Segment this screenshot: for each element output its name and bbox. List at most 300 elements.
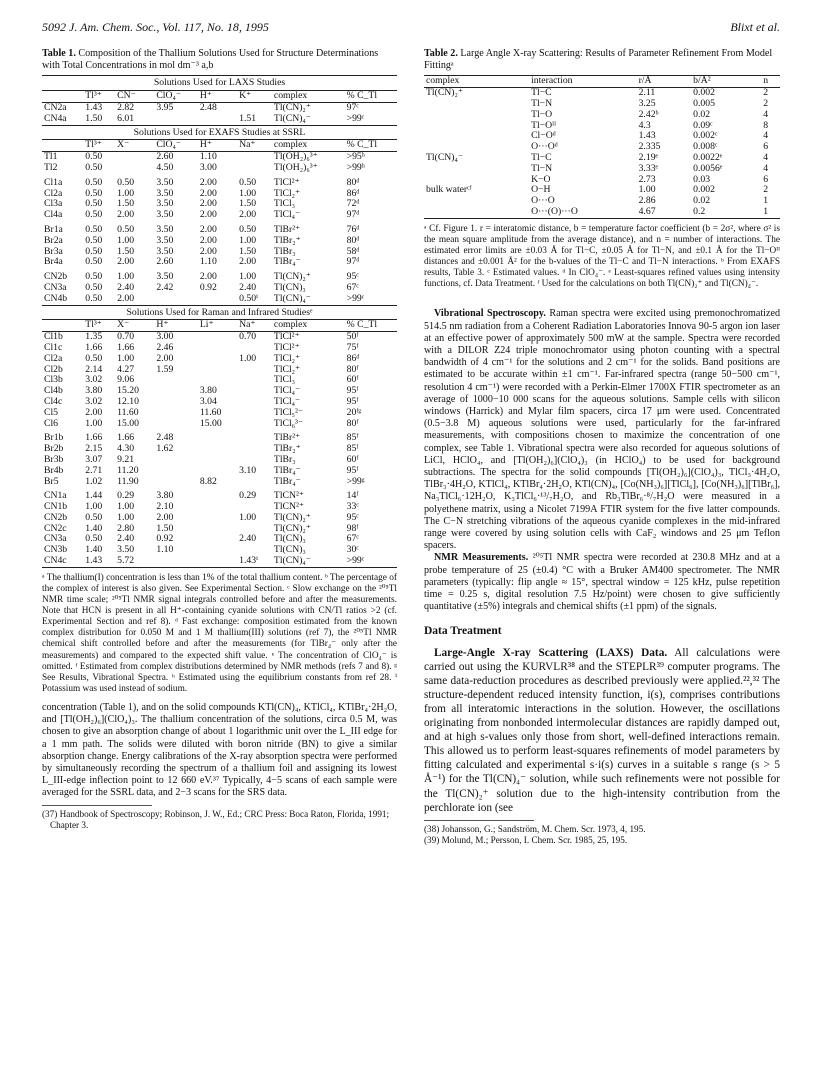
raman-cell: 85ᶠ <box>346 443 359 455</box>
exafs-cell: TlCl₃ <box>273 198 296 210</box>
raman-cell: 3.04 <box>199 395 217 407</box>
table-row <box>424 153 780 164</box>
exafs-cell: 2.00 <box>239 209 257 221</box>
column-header: complex <box>272 140 345 152</box>
laxs-param-cell: 2.335 <box>638 141 661 153</box>
raman-cell <box>154 375 198 386</box>
raman-cell: 3.80 <box>85 385 103 397</box>
raman-cell: Cl2b <box>44 363 63 375</box>
column-header: Na⁺ <box>237 320 272 332</box>
table2-label: Table 2. <box>424 48 458 59</box>
nmr-text: ²⁰⁵Tl NMR spectra were recorded at 230.8 MHz and at a probe temperature of 25 (±0.4) °C with a Bruker AM400 spectrometer. The NMR parameters (typically: flip angle ≈ 15°, spectral window = 125 kHz, pulse repetition time = 0.25 s, digital resolution 7.5 Hz/point) were chosen to give sufficiently quantitative (±5%) integrals and chemical shifts (±1 ppm) of the signals. <box>424 552 780 613</box>
table-row <box>424 121 780 132</box>
raman-cell: 3.80 <box>156 490 174 502</box>
raman-cell: 95ᶠ <box>346 464 359 476</box>
column-header: complex <box>272 91 345 103</box>
laxs-param-cell: Tl−C <box>531 87 552 99</box>
exafs-cell: CN2b <box>44 271 68 283</box>
raman-cell: 1.62 <box>156 443 174 455</box>
table-row <box>424 142 780 153</box>
laxs-param-cell <box>424 207 529 218</box>
laxs-param-cell <box>424 196 529 207</box>
table-row <box>42 294 397 305</box>
laxs-param-cell: O···(O)···O <box>529 207 637 218</box>
laxs-param-cell: Cl−Oᵈ <box>531 130 556 142</box>
exafs-cell: Tl(OH₂)₆³⁺ <box>273 161 318 173</box>
table-row <box>42 477 397 488</box>
raman-cell: 0.50 <box>85 352 103 364</box>
exafs-cell: 80ᵈ <box>346 234 360 246</box>
raman-cell: Tl(CN)₂⁺ <box>273 522 311 534</box>
exafs-cell: TlBr₃ <box>273 245 296 257</box>
laxs-param-cell: O···Oᵈ <box>531 141 558 153</box>
column-header <box>42 320 83 332</box>
laxs-cell: 1.51 <box>237 114 272 125</box>
table1-caption <box>42 48 397 72</box>
section-row <box>42 305 397 320</box>
exafs-cell: 0.50 <box>85 234 103 246</box>
raman-cell: 0.92 <box>156 533 174 545</box>
raman-cell <box>237 386 272 397</box>
raman-cell: 4.30 <box>117 443 135 455</box>
exafs-cell <box>154 294 198 305</box>
exafs-cell: 0.50 <box>239 223 257 235</box>
laxs-cell <box>154 114 198 125</box>
exafs-cell: Tl1 <box>44 151 58 163</box>
exafs-cell: Br1a <box>44 223 63 235</box>
laxs-cell: 2.82 <box>117 102 135 113</box>
raman-cell: TlCl₄⁻ <box>273 395 301 407</box>
exafs-cell: 0.50 <box>83 294 115 305</box>
raman-cell: 2.00 <box>85 406 103 418</box>
laxs-cell: CN2a <box>44 102 67 113</box>
raman-cell: TlBr₃ <box>273 453 296 465</box>
raman-cell: 95ᶠ <box>346 385 359 397</box>
raman-cell: 1.50 <box>156 522 174 534</box>
running-header <box>42 20 780 36</box>
raman-cell <box>154 419 198 430</box>
table-row <box>424 175 780 186</box>
table1-label: Table 1. <box>42 48 76 59</box>
column-header: ClO₄⁻ <box>154 91 198 103</box>
raman-cell: 1.00 <box>117 511 135 523</box>
laxs-param-cell: 8 <box>763 119 769 131</box>
laxs-cell: Tl(CN)₄⁻ <box>272 114 345 125</box>
laxs-param-cell: 3.25 <box>638 98 656 109</box>
raman-cell: 2.40 <box>117 533 135 545</box>
exafs-cell: 3.50 <box>156 271 174 283</box>
table-row <box>424 99 780 110</box>
header-row <box>42 320 397 332</box>
exafs-cell: 76ᵈ <box>346 223 360 235</box>
raman-cell <box>198 502 237 513</box>
raman-cell <box>198 524 237 535</box>
exafs-cell: 0.50 <box>85 176 103 188</box>
raman-cell: 11.60 <box>117 406 139 418</box>
laxs-param-cell: 0.002 <box>693 87 715 99</box>
laxs-param-cell <box>424 164 529 175</box>
table-row <box>424 207 780 218</box>
exafs-cell: 2.00 <box>199 271 217 283</box>
left-column <box>42 48 397 831</box>
column-header: Tl³⁺ <box>83 91 115 103</box>
exafs-cell: Br3a <box>44 245 63 257</box>
exafs-cell: 67ᶜ <box>346 281 359 293</box>
table-row <box>42 354 397 365</box>
raman-cell: 0.70 <box>117 331 135 343</box>
laxs-param-cell: 1 <box>761 207 780 218</box>
raman-cell: Cl2a <box>44 352 63 364</box>
exafs-cell: >99ʰ <box>346 161 365 173</box>
laxs-param-cell: 1 <box>763 195 769 207</box>
exafs-cell: 2.00 <box>115 294 154 305</box>
laxs-cell <box>198 114 237 125</box>
exafs-cell: 1.10 <box>199 256 217 268</box>
laxs-param-cell: 0.002ᶜ <box>693 130 718 142</box>
column-header: X⁻ <box>115 320 154 332</box>
raman-cell: 1.40 <box>85 544 103 556</box>
raman-cell <box>154 477 198 488</box>
raman-cell: Br4b <box>44 464 64 476</box>
raman-cell: 1.43 <box>83 556 115 567</box>
laxs-param-cell: 6 <box>763 173 769 185</box>
raman-cell: TlCl₂⁺ <box>273 352 301 364</box>
laxs-text: All calculations were carried out using the KURVLR³⁸ and the STEPLR³⁹ computer programs. The same data-reduction procedures as described previously were applied.²²,³² The structure-dependent reduced intensity function, i(s), comprises contributions from all interatomic interactions in the solution. However, the oscillations originating from nonbonded intermolecular distances are rapidly damped out, and at high s-values only those from short, well-defined interactions remain. This allowed us to perform least-squares refinements of model parameters by fitting calculated and experimental s·i(s) curves in a suitable s range (s > 5 Å⁻¹) for the Tl(CN)₄⁻ solution, while such refinements were not possible for the Tl(CN)₂⁺ solution due to the high-intensity contribution from the perchlorate ion (see <box>424 646 780 814</box>
column-header: Tl³⁺ <box>83 320 115 332</box>
raman-cell: 0.29 <box>239 490 257 502</box>
raman-cell <box>237 365 272 376</box>
raman-cell: TlCl²⁺ <box>273 341 300 353</box>
section-title: Solutions Used for Raman and Infrared Studiesᵉ <box>126 306 313 318</box>
exafs-cell: >95ʰ <box>346 151 365 163</box>
laxs-param-cell: O···O <box>531 195 555 207</box>
raman-cell <box>198 466 237 477</box>
raman-cell: Br3b <box>44 453 64 465</box>
exafs-cell: 0.50 <box>85 256 103 268</box>
raman-cell: 30ᶜ <box>346 544 359 556</box>
exafs-cell: 1.00 <box>239 234 257 246</box>
exafs-cell: 0.50 <box>85 271 103 283</box>
raman-cell: Cl1b <box>44 331 63 343</box>
exafs-cell: 3.50 <box>156 176 174 188</box>
raman-cell: CN2c <box>44 522 67 534</box>
laxs-param-cell: Tl(CN)₄⁻ <box>426 151 464 163</box>
exafs-cell: 2.00 <box>199 198 217 210</box>
exafs-cell <box>237 152 272 163</box>
laxs-param-cell: 0.0022ᵉ <box>693 151 723 163</box>
column-header: H⁺ <box>154 320 198 332</box>
exafs-cell: 2.00 <box>117 256 135 268</box>
exafs-cell: 80ᵈ <box>346 176 360 188</box>
raman-cell: 60ᶠ <box>346 374 359 386</box>
exafs-cell: 0.50 <box>85 223 103 235</box>
raman-cell: TlBr²⁺ <box>273 432 301 444</box>
section-row <box>42 76 397 91</box>
exafs-cell: 0.50 <box>117 223 135 235</box>
left-body-text: concentration (Table 1), and on the solid compounds KTl(CN)₄, KTlCl₄, KTlBr₄·2H₂O, and [Tl(OH₂)₆](ClO₄)₃. The thallium concentration of the solutions, circa 0.5 M, was chosen to give an absorption change of about 1 logarithmic unit over the L_III edge for a 1 mm path. The solids were diluted with boron nitride (BN) to give a similar absorption change. Energy calibrations of the X-ray absorption spectra were performed by simultaneously recording the spectrum of a thallium foil and assigning its lowest L_III-edge inflection point to 12 660 eV.³⁷ Typically, 4−5 scans of each sample were averaged for the SSRL data, and 2−3 scans for the SRS data. <box>42 701 397 799</box>
raman-cell: >99ᵍ <box>346 475 365 487</box>
raman-cell <box>198 534 237 545</box>
table2-caption-text: Large Angle X-ray Scattering: Results of Parameter Refinement From Model Fittingᵃ <box>424 48 773 72</box>
raman-cell: 3.07 <box>85 453 103 465</box>
laxs-param-cell: 0.2 <box>691 207 761 218</box>
exafs-cell: 2.60 <box>156 151 174 163</box>
column-header: complex <box>424 76 529 88</box>
laxs-param-cell: 4 <box>763 151 769 163</box>
table1 <box>42 75 397 567</box>
header-row <box>42 91 397 103</box>
exafs-cell: 0.92 <box>199 281 217 293</box>
exafs-cell: 1.00 <box>117 271 135 283</box>
right-column <box>424 48 780 846</box>
raman-cell: 80ᶠ <box>346 417 359 429</box>
raman-cell: TlBr₂⁺ <box>273 443 301 455</box>
raman-cell: TlCl₅²⁻ <box>273 406 304 418</box>
table-row <box>42 236 397 247</box>
raman-cell: Br5 <box>44 475 59 487</box>
section-title: Solutions Used for EXAFS Studies at SSRL <box>133 126 306 138</box>
raman-cell: 1.66 <box>117 341 135 353</box>
vibrational-heading: Vibrational Spectroscopy. <box>434 308 546 320</box>
table1-footnote: ᵃ The thallium(I) concentration is less than 1% of the total thallium content. ᵇ The percentage of the complex of interest is also given. See Experimental Section. ᶜ Slow exchange on the ²⁰⁵Tl NMR time scale; ²⁰⁵Tl NMR signal integrals controlled before and after the measurements. Note that HCN is present in all H⁺-containing cyanide solutions with CN/Tl ratios >2 (cf. Experimental Section and ref 8). ᵈ Fast exchange: composition estimated from the known complex distribution for 0.050 M and 1 M thallium(III) solutions (ref 7), the ²⁰⁵Tl NMR chemical shift controlled before and after the measurements (for TlBr₄⁻ only after the measurements) and compared to the expected shift value. ᵉ The concentration of ClO₄⁻ is omitted. ᶠ Estimated from complex distributions determined by NMR methods (refs 7 and 8). ᵍ See Results, Vibrational Spectra. ʰ Estimated using the equilibrium constants from ref 28. ⁱ Potassium was used instead of sodium. <box>42 572 397 694</box>
column-header: ClO₄⁻ <box>154 140 198 152</box>
table-row <box>42 114 397 125</box>
raman-cell: 15.00 <box>117 417 139 429</box>
exafs-cell: Tl(CN)₂⁺ <box>273 271 311 283</box>
raman-cell: 15.20 <box>117 385 139 397</box>
table-row <box>424 88 780 99</box>
exafs-cell: 3.50 <box>156 223 174 235</box>
raman-cell <box>198 332 237 343</box>
laxs-param-cell: 2.11 <box>638 87 656 99</box>
column-header: b/Å² <box>691 76 761 88</box>
raman-cell: 3.00 <box>156 331 174 343</box>
exafs-cell: CN3a <box>44 281 67 293</box>
column-header: H⁺ <box>198 140 237 152</box>
exafs-cell: 2.00 <box>199 187 217 199</box>
exafs-cell: 0.50 <box>85 245 103 257</box>
exafs-cell: 1.00 <box>117 234 135 246</box>
exafs-cell: 2.00 <box>199 234 217 246</box>
raman-cell: 1.40 <box>85 522 103 534</box>
laxs-param-cell: 3.33ᵉ <box>638 162 659 174</box>
raman-cell: Cl1c <box>44 341 63 353</box>
laxs-param-cell: 4.3 <box>638 119 651 131</box>
raman-cell <box>198 491 237 502</box>
raman-cell <box>237 477 272 488</box>
exafs-cell: 0.50 <box>85 161 103 173</box>
raman-cell <box>198 556 237 567</box>
raman-cell: 1.66 <box>85 432 103 444</box>
raman-cell: Tl(CN)₃ <box>273 544 306 556</box>
column-header: Li⁺ <box>198 320 237 332</box>
exafs-cell: 1.00 <box>117 187 135 199</box>
raman-cell: 2.15 <box>85 443 103 455</box>
raman-cell: TlCl₆³⁻ <box>273 417 304 429</box>
raman-cell <box>154 386 198 397</box>
table-row <box>42 210 397 221</box>
raman-cell: TlCl₂⁺ <box>273 363 301 375</box>
raman-cell: 2.71 <box>85 464 103 476</box>
exafs-cell: 2.60 <box>156 256 174 268</box>
raman-cell: 11.60 <box>199 406 222 418</box>
laxs-param-cell: 0.09ᶜ <box>693 119 713 131</box>
laxs-param-cell: 4.67 <box>637 207 692 218</box>
laxs-cell: 2.48 <box>199 102 217 113</box>
raman-cell <box>198 433 237 444</box>
exafs-cell: TlBr₄⁻ <box>273 256 301 268</box>
right-footnote-38: (38) Johansson, G.; Sandström, M. Chem. Scr. 1973, 4, 195. <box>424 823 646 834</box>
exafs-cell: 2.00 <box>199 209 217 221</box>
table-row <box>42 257 397 268</box>
exafs-cell: 0.50ⁱ <box>237 294 272 305</box>
raman-cell: 14ᶠ <box>346 490 359 502</box>
raman-cell: Cl4b <box>44 385 63 397</box>
laxs-param-cell: 2 <box>763 87 769 99</box>
column-header: X⁻ <box>115 140 154 152</box>
raman-cell: 8.82 <box>199 475 217 487</box>
exafs-cell: 3.00 <box>199 161 217 173</box>
exafs-cell: 2.40 <box>117 281 135 293</box>
laxs-cell: 6.01 <box>115 114 154 125</box>
raman-cell: Tl(CN)₂⁺ <box>273 511 311 523</box>
nmr-heading: NMR Measurements. <box>434 552 529 564</box>
exafs-cell: CN4b <box>42 294 83 305</box>
header-row <box>424 76 780 88</box>
exafs-cell: 2.40 <box>239 281 257 293</box>
exafs-cell: Tl2 <box>44 161 58 173</box>
table2-caption <box>424 48 780 72</box>
raman-cell <box>154 397 198 408</box>
raman-cell: 0.70 <box>239 331 257 343</box>
laxs-param-cell: 0.002 <box>693 184 715 196</box>
raman-cell: 2.14 <box>85 363 103 375</box>
raman-cell: CN4c <box>42 556 83 567</box>
exafs-cell <box>115 163 154 174</box>
raman-cell: >99ᶜ <box>345 556 397 567</box>
table-row <box>42 556 397 567</box>
column-header: % C_Tl <box>345 320 397 332</box>
column-header: Tl³⁺ <box>83 140 115 152</box>
raman-cell: TlBr₄⁻ <box>273 475 301 487</box>
laxs-param-cell: 0.0056ᵉ <box>693 162 723 174</box>
exafs-cell: 1.50 <box>117 245 135 257</box>
exafs-cell: 2.42 <box>156 281 174 293</box>
raman-cell: 33ᶜ <box>346 501 359 513</box>
raman-cell: Cl6 <box>44 417 58 429</box>
raman-cell: TlCl₃ <box>273 374 296 386</box>
raman-cell: 9.06 <box>117 374 135 386</box>
raman-cell: 2.46 <box>156 341 174 353</box>
raman-cell: 20ᶠᵍ <box>346 406 362 418</box>
table-row <box>424 164 780 175</box>
laxs-param-cell: 4 <box>763 162 769 174</box>
raman-cell <box>198 455 237 466</box>
exafs-cell: 1.00 <box>239 271 257 283</box>
laxs-cell: Tl(CN)₂⁺ <box>273 102 311 113</box>
raman-cell: Br1b <box>44 432 64 444</box>
laxs-param-cell: K−O <box>531 173 551 185</box>
laxs-cell: 97ᶜ <box>346 102 359 113</box>
exafs-cell: TlCl²⁺ <box>273 176 300 188</box>
raman-cell: 11.20 <box>117 464 139 476</box>
laxs-param-cell: 2.86 <box>638 195 656 207</box>
exafs-cell: 1.00 <box>239 187 257 199</box>
exafs-cell: >99ᶜ <box>345 294 397 305</box>
table-row <box>42 419 397 430</box>
column-header: Na⁺ <box>237 140 272 152</box>
table-row <box>424 196 780 207</box>
raman-cell: 12.10 <box>117 395 139 407</box>
raman-cell: 85ᶠ <box>346 432 359 444</box>
exafs-cell: Cl3a <box>44 198 63 210</box>
raman-cell: Cl3b <box>44 374 63 386</box>
column-header: n <box>761 76 780 88</box>
raman-cell: 86ᵈ <box>346 352 360 364</box>
raman-cell: 0.50 <box>85 533 103 545</box>
laxs-param-cell: Tl−Oᴵᴵ <box>531 119 557 131</box>
table1-caption-text: Composition of the Thallium Solutions Used for Structure Determinations with Total Concentrations in mol dm⁻³ a,b <box>42 48 379 72</box>
vibrational-section <box>424 308 780 552</box>
raman-cell: CN3a <box>44 533 67 545</box>
exafs-cell: 95ᶜ <box>346 271 359 283</box>
exafs-cell: 3.50 <box>156 234 174 246</box>
raman-cell <box>154 408 198 419</box>
raman-cell: Br2b <box>44 443 64 455</box>
table2 <box>424 75 780 218</box>
raman-cell: 1.00 <box>85 417 103 429</box>
laxs-param-cell: 2 <box>763 98 769 109</box>
exafs-cell: TlCl₄⁻ <box>273 209 301 221</box>
journal-header: 5092 J. Am. Chem. Soc., Vol. 117, No. 18, 1995 <box>42 20 269 34</box>
authors-header: Blixt et al. <box>730 20 780 34</box>
raman-cell: 1.66 <box>117 432 135 444</box>
raman-cell: 1.00 <box>239 352 257 364</box>
column-header: % C_Tl <box>345 91 397 103</box>
header-row <box>42 140 397 152</box>
raman-cell: CN2b <box>44 511 68 523</box>
laxs-param-cell: bulk waterᶜᶠ <box>426 184 472 196</box>
laxs-param-cell <box>424 131 529 142</box>
exafs-cell: 0.50 <box>85 198 103 210</box>
raman-cell <box>198 354 237 365</box>
table-row <box>42 408 397 419</box>
raman-cell: 3.02 <box>85 374 103 386</box>
raman-cell <box>237 397 272 408</box>
laxs-param-cell: 4 <box>763 108 769 120</box>
exafs-cell: 3.50 <box>156 245 174 257</box>
raman-cell: TlBr₄⁻ <box>273 464 301 476</box>
exafs-cell: Cl2a <box>44 187 63 199</box>
laxs-param-cell: 0.03 <box>693 173 711 185</box>
table-row <box>424 185 780 196</box>
raman-cell: 11.90 <box>117 475 139 487</box>
exafs-cell: 2.00 <box>239 256 257 268</box>
exafs-cell: 1.10 <box>199 151 217 163</box>
exafs-cell: 97ᵈ <box>346 256 360 268</box>
raman-cell: 2.40 <box>239 533 257 545</box>
raman-cell <box>237 433 272 444</box>
column-header <box>42 91 83 103</box>
table-row <box>42 178 397 189</box>
table-row <box>42 163 397 174</box>
raman-cell: Tl(CN)₄⁻ <box>272 556 345 567</box>
laxs-param-cell: 0.008ᶜ <box>693 141 718 153</box>
exafs-cell: TlCl₂⁺ <box>273 187 301 199</box>
table-row <box>42 466 397 477</box>
section-title: Solutions Used for LAXS Studies <box>42 76 397 91</box>
left-footnote: (37) Handbook of Spectroscopy; Robinson, J. W., Ed.; CRC Press: Boca Raton, Florida, 1991; Chapter 3. <box>42 808 390 830</box>
